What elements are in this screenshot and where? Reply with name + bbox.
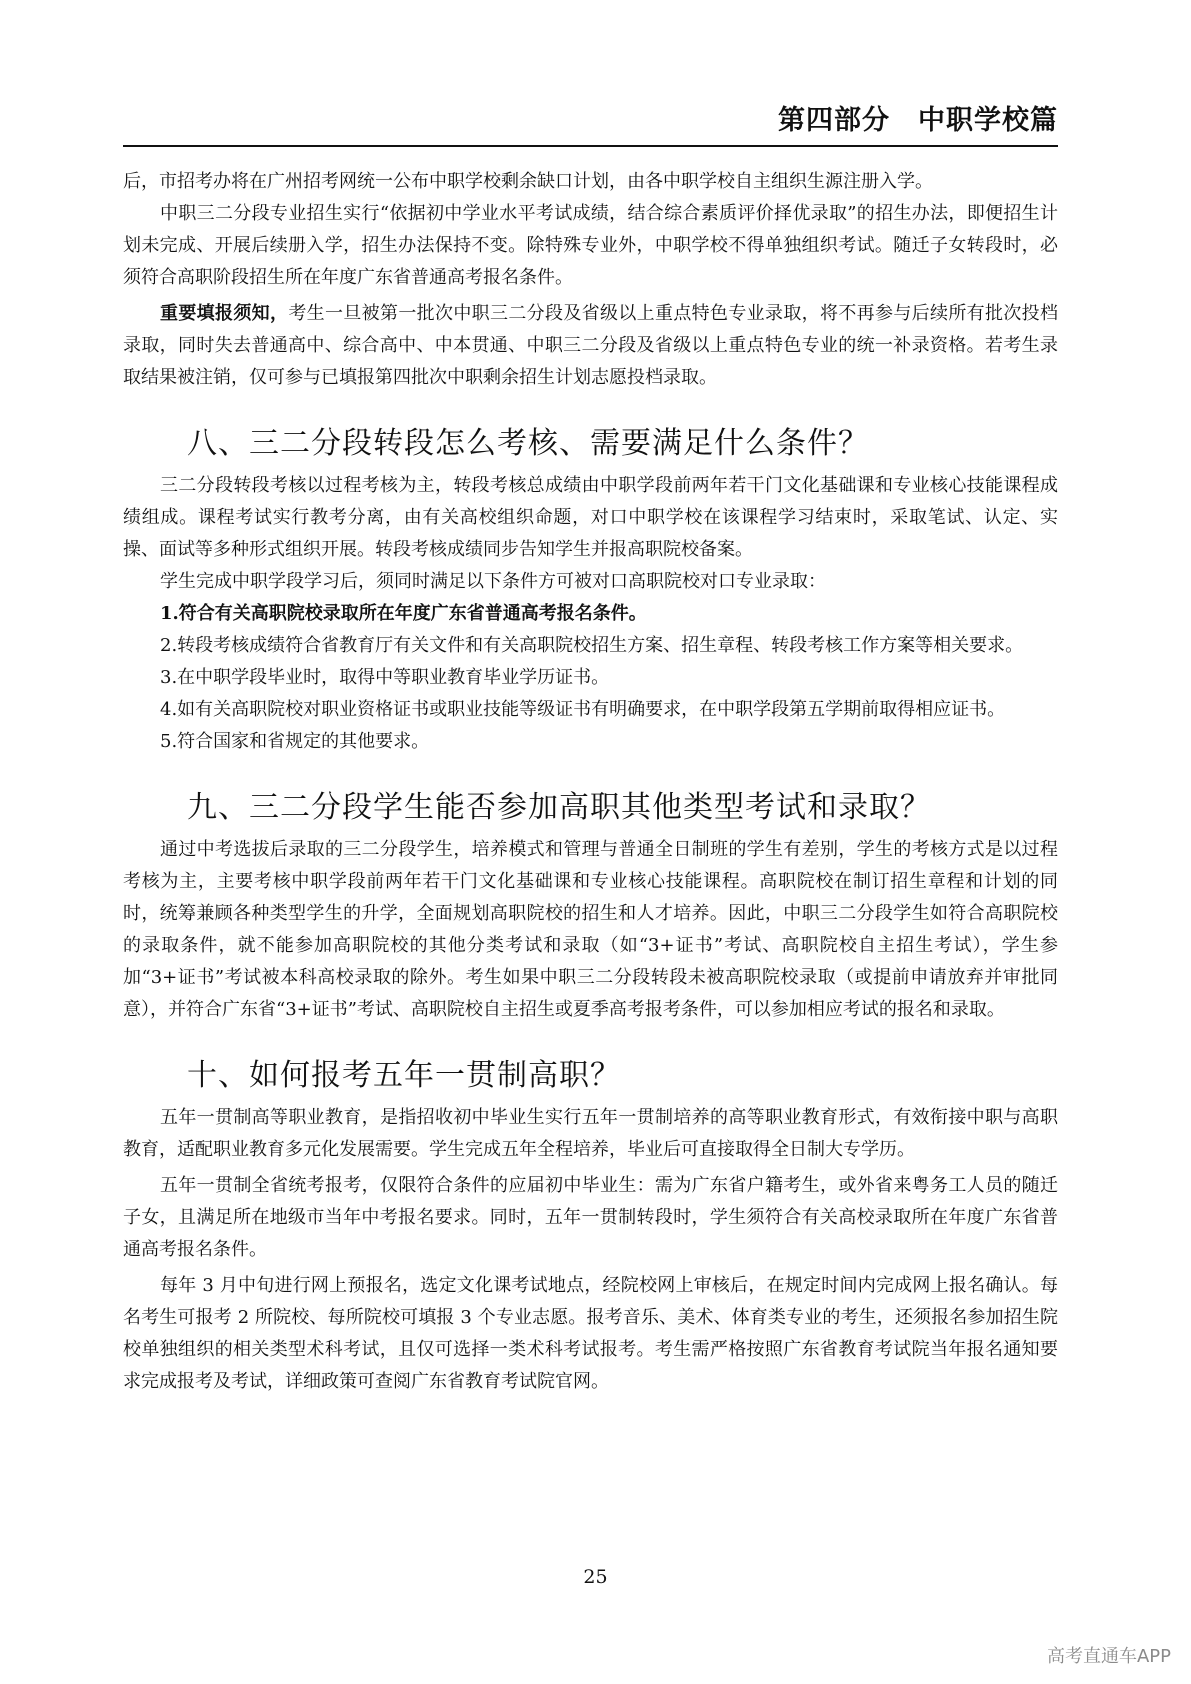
- section-10-heading: 十、如何报考五年一贯制高职？: [187, 1058, 621, 1093]
- section-8-item-3: 3.在中职学段毕业时，取得中等职业教育毕业学历证书。: [160, 667, 610, 688]
- page-body: [123, 166, 1058, 1398]
- running-header: 第四部分 中职学校篇: [778, 105, 1058, 136]
- section-10-paragraph-1: 五年一贯制高等职业教育，是指招收初中毕业生实行五年一贯制培养的高等职业教育形式，有效衔接中职与高职教育，适配职业教育多元化发展需要。学生完成五年全程培养，毕业后可直接取得全日制大专学历。: [123, 1107, 1058, 1160]
- section-10-paragraph-3: 每年 3 月中旬进行网上预报名，选定文化课考试地点，经院校网上审核后，在规定时间内完成网上报名确认。每名考生可报考 2 所院校、每所院校可填报 3 个专业志愿。报考音乐、美术、体育类专业的考生，还须报名参加招生院校单独组织的相关类型术科考试，且仅可选择一类术科考试报考。考生需严格按照广东省教育考试院当年报名通知要求完成报考及考试，详细政策可查阅广东省教育考试院官网。: [123, 1275, 1058, 1392]
- header-rule: [123, 145, 1058, 147]
- section-10-paragraph-2: 五年一贯制全省统考报考，仅限符合条件的应届初中毕业生：需为广东省户籍考生，或外省来粤务工人员的随迁子女，且满足所在地级市当年中考报名要求。同时，五年一贯制转段时，学生须符合有关高校录取所在年度广东省普通高考报名条件。: [123, 1175, 1058, 1260]
- section-9-heading: 九、三二分段学生能否参加高职其他类型考试和录取？: [187, 790, 931, 825]
- section-8-item-4: 4.如有关高职院校对职业资格证书或职业技能等级证书有明确要求，在中职学段第五学期前取得相应证书。: [160, 699, 1006, 720]
- important-notice-text: 考生一旦被第一批次中职三二分段及省级以上重点特色专业录取，将不再参与后续所有批次投档录取，同时失去普通高中、综合高中、中本贯通、中职三二分段及省级以上重点特色专业的统一补录资格。若考生录取结果被注销，仅可参与已填报第四批次中职剩余招生计划志愿投档录取。: [123, 303, 1059, 388]
- section-8-paragraph-1: 三二分段转段考核以过程考核为主，转段考核总成绩由中职学段前两年若干门文化基础课和专业核心技能课程成绩组成。课程考试实行教考分离，由有关高校组织命题，对口中职学校在该课程学习结束时，采取笔试、认定、实操、面试等多种形式组织开展。转段考核成绩同步告知学生并报高职院校备案。: [123, 475, 1058, 560]
- important-notice-label: 重要填报须知，: [160, 303, 289, 324]
- page-number: 25: [583, 1566, 608, 1588]
- section-8-item-1: 1.符合有关高职院校录取所在年度广东省普通高考报名条件。: [160, 603, 647, 624]
- section-8-item-5: 5.符合国家和省规定的其他要求。: [160, 731, 430, 752]
- section-8-item-2: 2.转段考核成绩符合省教育厅有关文件和有关高职院校招生方案、招生章程、转段考核工作方案等相关要求。: [160, 635, 1024, 656]
- section-8-heading: 八、三二分段转段怎么考核、需要满足什么条件？: [187, 426, 869, 461]
- intro-paragraph-3: [123, 298, 1058, 394]
- section-9-paragraph-1: 通过中考选拔后录取的三二分段学生，培养模式和管理与普通全日制班的学生有差别，学生的考核方式是以过程考核为主，主要考核中职学段前两年若干门文化基础课和专业核心技能课程。高职院校在制订招生章程和计划的同时，统筹兼顾各种类型学生的升学，全面规划高职院校的招生和人才培养。因此，中职三二分段学生如符合高职院校的录取条件，就不能参加高职院校的其他分类考试和录取（如“3+证书”考试、高职院校自主招生考试），学生参加“3+证书”考试被本科高校录取的除外。考生如果中职三二分段转段未被高职院校录取（或提前申请放弃并审批同意），并符合广东省“3+证书”考试、高职院校自主招生或夏季高考报考条件，可以参加相应考试的报名和录取。: [123, 839, 1058, 1020]
- intro-paragraph-2: 中职三二分段专业招生实行“依据初中学业水平考试成绩，结合综合素质评价择优录取”的招生办法，即便招生计划未完成、开展后续册入学，招生办法保持不变。除特殊专业外，中职学校不得单独组织考试。随迁子女转段时，必须符合高职阶段招生所在年度广东省普通高考报名条件。: [123, 203, 1058, 288]
- watermark-text: 高考直通车APP: [1046, 1646, 1171, 1667]
- section-8-paragraph-2: 学生完成中职学段学习后，须同时满足以下条件方可被对口高职院校对口专业录取：: [160, 571, 826, 592]
- intro-paragraph-1: 后，市招考办将在广州招考网统一公布中职学校剩余缺口计划，由各中职学校自主组织生源注册入学。: [123, 171, 933, 192]
